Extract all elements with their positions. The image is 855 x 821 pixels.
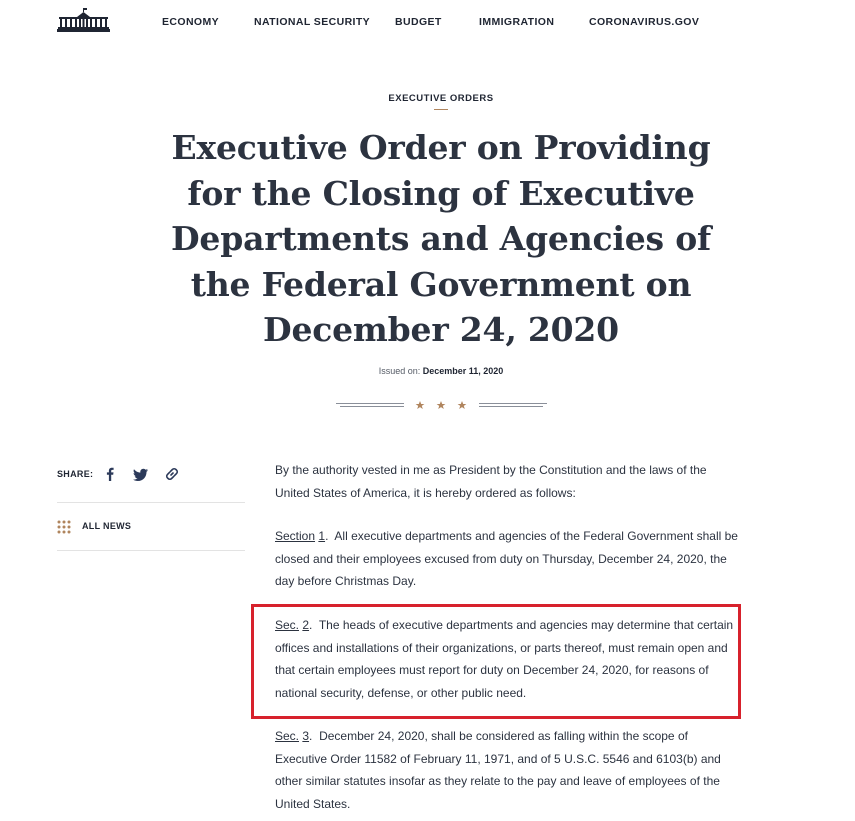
category-underline xyxy=(434,109,448,110)
link-icon[interactable] xyxy=(164,466,180,482)
section-1-number[interactable]: 1 xyxy=(318,529,326,543)
star-icon xyxy=(416,401,425,409)
section-2-label[interactable]: Sec. xyxy=(275,618,300,632)
issued-label: Issued on: xyxy=(378,366,421,376)
star-icon xyxy=(437,401,446,409)
nav-national-security[interactable]: NATIONAL SECURITY xyxy=(254,16,371,28)
all-news-label: ALL NEWS xyxy=(82,521,132,531)
section-2-paragraph: Sec. 2. The heads of executive departments and agencies may determine that certain offices and installations of their organizations, or parts thereof, must remain open and that certain employees must report for duty on December 24, 2020, for reasons of national security, defense, or other public need. xyxy=(275,618,734,700)
page-title: Executive Order on Providing for the Closing of Executive Departments and Agencies of the Federal Government on December 24, 2020 xyxy=(170,128,712,349)
nav-immigration[interactable]: IMMIGRATION xyxy=(479,16,555,28)
grid-icon xyxy=(57,520,71,534)
top-navigation xyxy=(0,0,855,44)
issued-date xyxy=(0,366,855,376)
section-1-text: All executive departments and agencies of the Federal Government shall be closed and their employees excused from duty on Thursday, December 24, 2020, the day before Christmas Day. xyxy=(275,529,738,588)
stars-divider xyxy=(336,397,548,413)
section-3-text: December 24, 2020, shall be considered as falling within the scope of Executive Order 11582 of February 11, 1971, and of 5 U.S.C. 5546 and 6103(b) and other similar statutes insofar as they relate to the pay and leave of employees of the United States. xyxy=(275,729,721,811)
section-1-label[interactable]: Section xyxy=(275,529,316,543)
highlight-box xyxy=(251,604,741,719)
nav-economy[interactable]: ECONOMY xyxy=(162,16,220,28)
section-3-label[interactable]: Sec. xyxy=(275,729,300,743)
section-3-paragraph: Sec. 3. December 24, 2020, shall be considered as falling within the scope of Executive Order 11582 of February 11, 1971, and of 5 U.S.C. 5546 and 6103(b) and other similar statutes insofar as they relate to the pay and leave of employees of the United States. xyxy=(275,729,721,811)
sidebar-divider xyxy=(57,550,245,551)
section-2-text: The heads of executive departments and agencies may determine that certain offices and installations of their organizations, or parts thereof, must remain open and that certain employees must report for duty on December 24, 2020, for reasons of national security, defense, or other public need. xyxy=(275,618,734,700)
nav-coronavirus-gov[interactable]: CORONAVIRUS.GOV xyxy=(589,16,700,28)
white-house-logo-icon[interactable] xyxy=(57,8,110,32)
intro-paragraph: By the authority vested in me as President by the Constitution and the laws of the United States of America, it is hereby ordered as follows: xyxy=(275,463,707,500)
share-label: SHARE: xyxy=(57,469,94,479)
section-3-number[interactable]: 3 xyxy=(302,729,310,743)
issued-date-value: December 11, 2020 xyxy=(422,366,504,376)
twitter-icon[interactable] xyxy=(133,466,149,482)
section-2-number[interactable]: 2 xyxy=(302,618,310,632)
facebook-icon[interactable] xyxy=(102,466,118,482)
star-icon xyxy=(458,401,467,409)
section-1-paragraph: Section 1. All executive departments and agencies of the Federal Government shall be closed and their employees excused from duty on Thursday, December 24, 2020, the day before Christmas Day. xyxy=(275,529,738,588)
sidebar-divider xyxy=(57,502,245,503)
nav-budget[interactable]: BUDGET xyxy=(395,16,442,28)
category-label[interactable]: EXECUTIVE ORDERS xyxy=(388,93,494,104)
all-news-link[interactable] xyxy=(57,517,177,537)
